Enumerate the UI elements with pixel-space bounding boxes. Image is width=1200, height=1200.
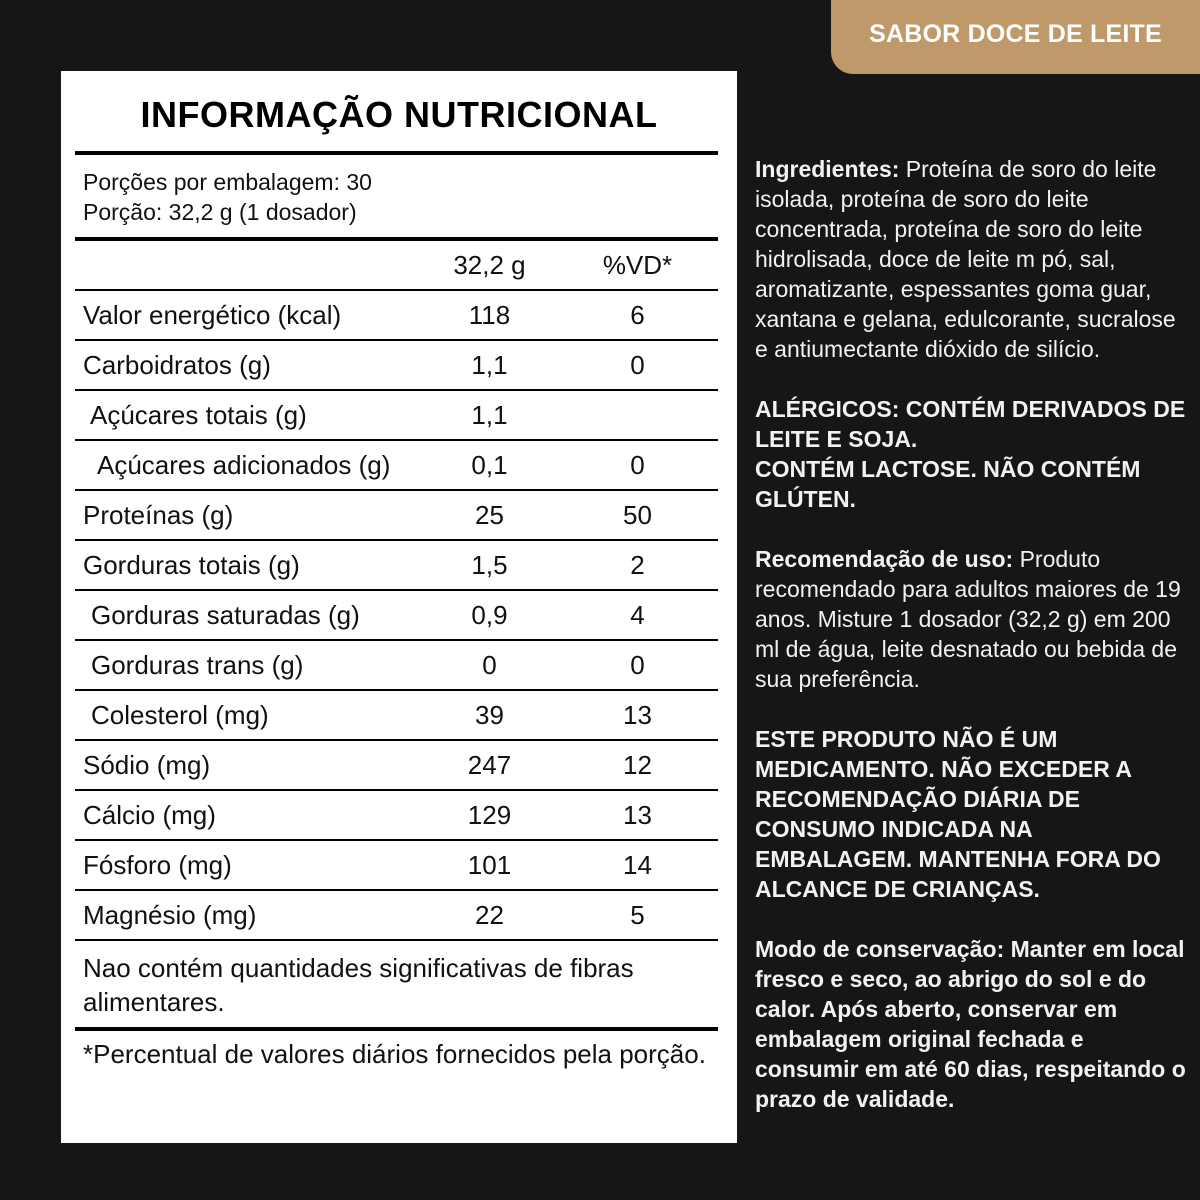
servings-per-package: Porções por embalagem: 30 xyxy=(83,169,372,195)
nutrient-amount: 39 xyxy=(475,699,504,730)
storage-paragraph: Modo de conservação: Manter em local fresco e seco, ao abrigo do sol e do calor. Após aberto, conservar em embalagem original fechada e consumir em até 60 dias, respeitando o prazo de validade. xyxy=(755,936,1186,1112)
header-amount: 32,2 g xyxy=(453,249,526,280)
nutrient-label: Gorduras totais (g) xyxy=(83,549,300,580)
allergens-line-2: CONTÉM LACTOSE. NÃO CONTÉM GLÚTEN. xyxy=(755,456,1141,512)
table-row xyxy=(75,341,718,391)
table-row xyxy=(75,791,718,841)
nutrient-label: Colesterol (mg) xyxy=(91,699,269,730)
usage-label: Recomendação de uso: xyxy=(755,546,1014,572)
nutrient-label: Sódio (mg) xyxy=(83,749,211,780)
allergens-line-1: ALÉRGICOS: CONTÉM DERIVADOS DE LEITE E SOJA. xyxy=(755,396,1186,452)
serving-size: Porção: 32,2 g (1 dosador) xyxy=(83,199,357,225)
nutrient-label: Gorduras saturadas (g) xyxy=(91,599,360,630)
nutrient-dv: 50 xyxy=(623,499,652,530)
nutrient-amount: 22 xyxy=(475,899,504,930)
nutrient-dv: 13 xyxy=(623,699,652,730)
header-dv: %VD* xyxy=(602,249,673,280)
nutrient-dv: 14 xyxy=(623,849,652,880)
nutrient-dv: 4 xyxy=(630,599,645,630)
table-row xyxy=(75,841,718,891)
table-row xyxy=(75,441,718,491)
table-header-row xyxy=(75,241,718,291)
table-row xyxy=(75,891,718,941)
nutrient-dv: 0 xyxy=(630,449,645,480)
nutrition-title: INFORMAÇÃO NUTRICIONAL xyxy=(140,94,658,135)
usage-paragraph xyxy=(755,544,1191,694)
nutrient-dv: 6 xyxy=(630,299,645,330)
nutrient-amount: 0,9 xyxy=(471,599,508,630)
nutrient-label: Gorduras trans (g) xyxy=(91,649,304,680)
nutrient-label: Cálcio (mg) xyxy=(83,799,216,830)
nutrient-label: Magnésio (mg) xyxy=(83,899,257,930)
table-row xyxy=(75,291,718,341)
nutrient-amount: 1,5 xyxy=(471,549,508,580)
nutrient-dv: 13 xyxy=(623,799,652,830)
nutrient-dv: 12 xyxy=(623,749,652,780)
nutrient-label: Valor energético (kcal) xyxy=(83,299,342,330)
nutrient-label: Fósforo (mg) xyxy=(83,849,232,880)
table-row xyxy=(75,641,718,691)
nutrient-dv: 0 xyxy=(630,649,645,680)
dv-footnote: *Percentual de valores diários fornecidos pela porção. xyxy=(83,1039,706,1069)
product-info-text xyxy=(755,154,1191,1144)
flavor-badge: SABOR DOCE DE LEITE xyxy=(831,0,1200,74)
nutrient-label: Carboidratos (g) xyxy=(83,349,271,380)
table-row xyxy=(75,741,718,791)
ingredients-text: Proteína de soro do leite isolada, proteína de soro do leite concentrada, proteína de soro do leite hidrolisada, doce de leite m pó, sal, aromatizante, espessantes goma guar, xantana e gelana, edulcorante, sucralose e antiumectante dióxido de silício. xyxy=(755,156,1176,362)
nutrient-amount: 25 xyxy=(475,499,504,530)
nutrient-label: Açúcares adicionados (g) xyxy=(97,449,391,480)
nutrient-amount: 101 xyxy=(467,849,512,880)
table-row xyxy=(75,391,718,441)
nutrient-amount: 0 xyxy=(482,649,497,680)
table-row xyxy=(75,691,718,741)
table-row xyxy=(75,541,718,591)
ingredients-label: Ingredientes: xyxy=(755,156,900,182)
ingredients-paragraph xyxy=(755,154,1191,364)
nutrient-amount: 1,1 xyxy=(471,399,508,430)
usage-text: Produto recomendado para adultos maiores de 19 anos. Misture 1 dosador (32,2 g) em 200 ml de água, leite desnatado ou bebida de sua preferência. xyxy=(755,546,1181,692)
nutrient-label: Açúcares totais (g) xyxy=(90,399,307,430)
nutrient-dv: 0 xyxy=(630,349,645,380)
table-row xyxy=(75,491,718,541)
nutrient-amount: 1,1 xyxy=(471,349,508,380)
nutrition-table xyxy=(75,151,718,1071)
nutrient-dv: 2 xyxy=(630,549,645,580)
nutrient-dv: 5 xyxy=(630,899,645,930)
table-row xyxy=(75,591,718,641)
allergens-paragraph xyxy=(755,394,1191,514)
nutrient-label: Proteínas (g) xyxy=(83,499,234,530)
warning-paragraph: ESTE PRODUTO NÃO É UM MEDICAMENTO. NÃO EXCEDER A RECOMENDAÇÃO DIÁRIA DE CONSUMO INDICADA NA EMBALAGEM. MANTENHA FORA DO ALCANCE DE CRIANÇAS. xyxy=(755,726,1161,902)
nutrient-amount: 129 xyxy=(467,799,512,830)
nutrient-amount: 0,1 xyxy=(471,449,508,480)
portion-info xyxy=(75,155,718,237)
nutrient-amount: 247 xyxy=(467,749,512,780)
fiber-note: Nao contém quantidades significativas de fibras alimentares. xyxy=(83,953,634,1017)
nutrient-amount: 118 xyxy=(468,299,511,330)
